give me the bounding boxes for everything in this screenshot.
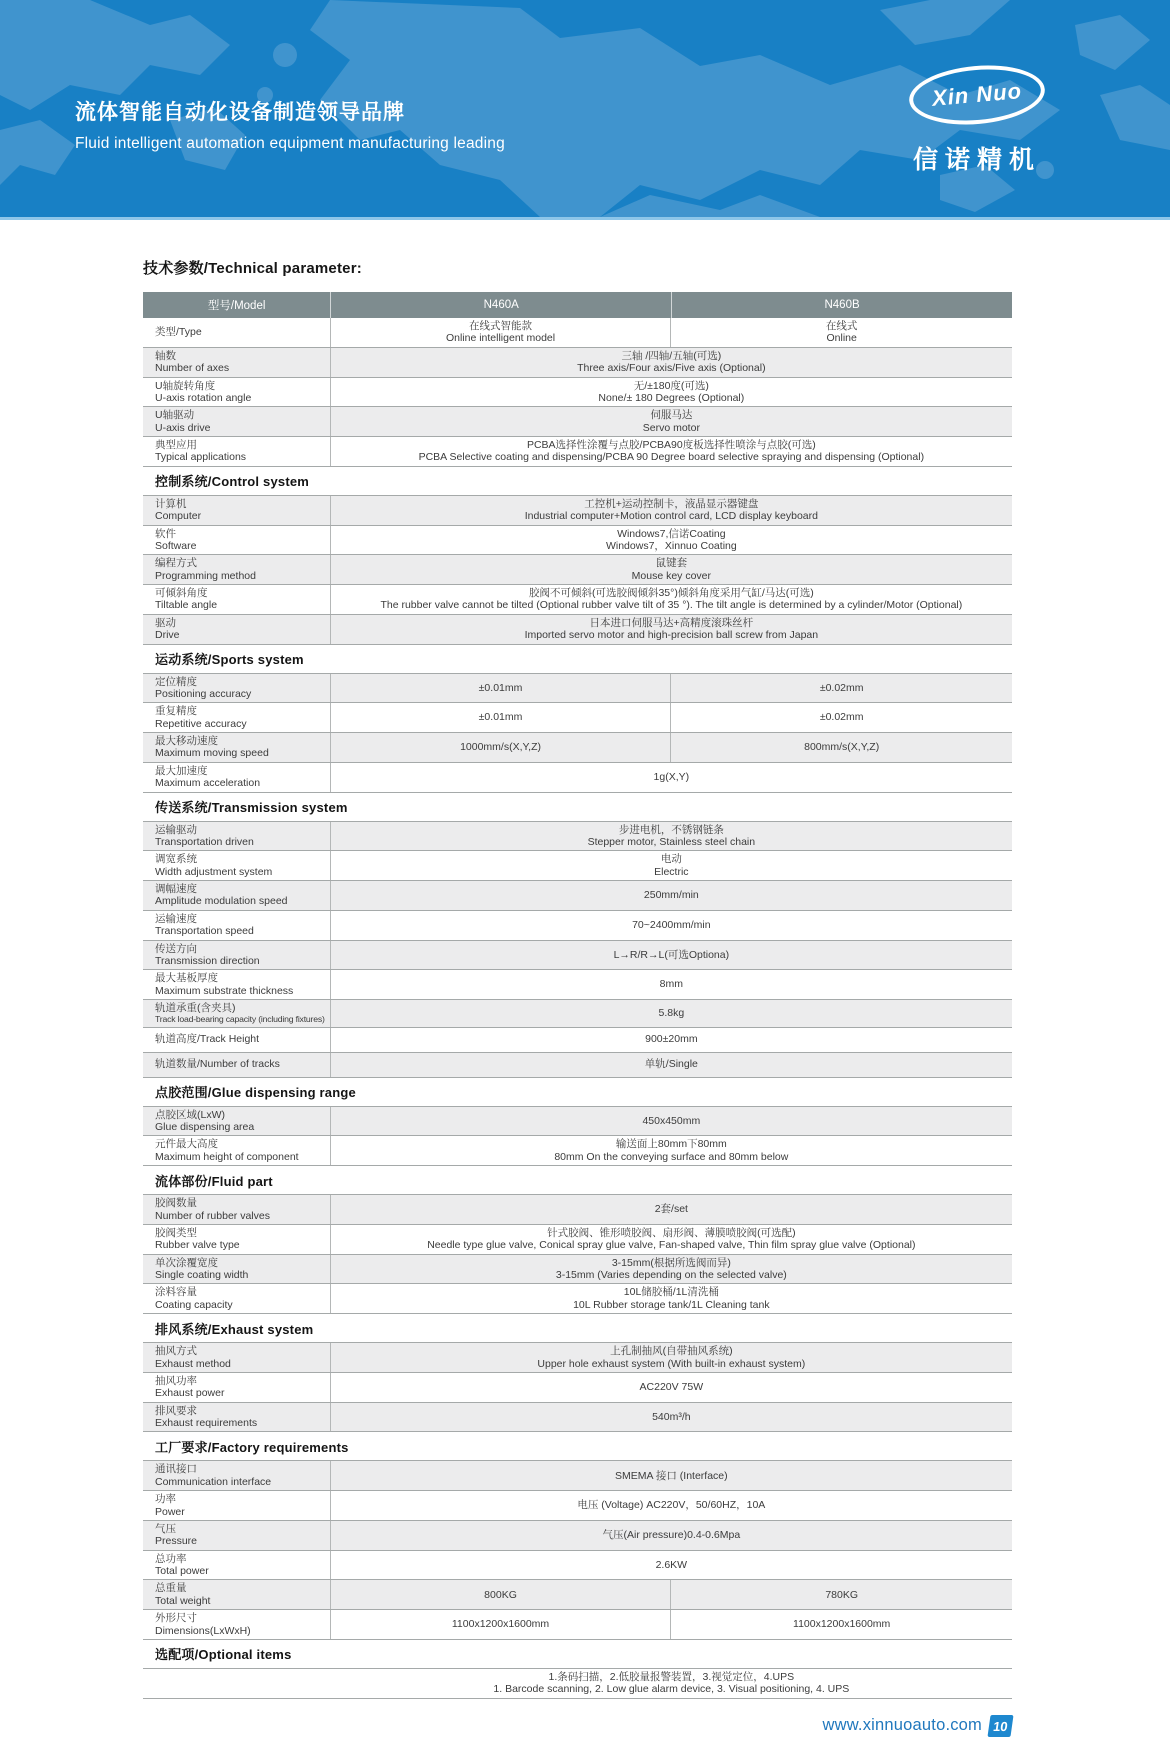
table-row [143, 1373, 1012, 1403]
param-label-line: 软件 [155, 527, 176, 540]
param-value-line: None/± 180 Degrees (Optional) [598, 391, 745, 404]
param-label-line: Tiltable angle [155, 599, 218, 612]
table-row [143, 555, 1012, 585]
param-value-n460a [331, 1610, 672, 1639]
param-value-n460b [671, 318, 1012, 347]
param-label [143, 851, 331, 880]
param-label-line: Repetitive accuracy [155, 717, 247, 730]
table-row [143, 437, 1012, 467]
table-row [143, 1610, 1012, 1640]
table-row [143, 1053, 1012, 1078]
param-label [143, 1195, 331, 1224]
param-label-line: 轨道数量/Number of tracks [155, 1058, 280, 1071]
param-value-line: 1.条码扫描，2.低胶量报警装置，3.视觉定位，4.UPS [548, 1670, 795, 1683]
param-label [143, 763, 331, 792]
param-label [143, 1669, 331, 1698]
table-row [143, 822, 1012, 852]
table-row [143, 526, 1012, 556]
banner-slogans [75, 96, 505, 153]
param-label-line: Transportation driven [155, 835, 254, 848]
param-value-line: 步进电机，不锈钢链条 [618, 823, 724, 836]
param-value-span [331, 941, 1012, 970]
param-label-line: Positioning accuracy [155, 687, 252, 700]
slogan-english: Fluid intelligent automation equipment manufacturing leading [75, 135, 505, 152]
param-label-line: 运输驱动 [155, 823, 197, 836]
param-label [143, 1521, 331, 1550]
header-model-label: 型号/Model [143, 292, 331, 318]
param-value-span [331, 555, 1012, 584]
param-value-span [331, 526, 1012, 555]
param-value-span [331, 1521, 1012, 1550]
param-label-line: U-axis rotation angle [155, 391, 252, 404]
param-label-line: 抽风功率 [155, 1374, 197, 1387]
header-model-a: N460A [331, 292, 672, 318]
param-label [143, 318, 331, 347]
param-value-line: 8mm [659, 978, 684, 991]
param-value-line: Online intelligent model [445, 332, 556, 345]
param-value-line: 上孔制抽风(自带抽风系统) [610, 1345, 733, 1358]
section-header: 控制系统/Control system [143, 467, 1012, 496]
param-value-span [331, 1195, 1012, 1224]
param-value-line: SMEMA 接口 (Interface) [615, 1469, 728, 1482]
param-value-span [331, 1053, 1012, 1077]
param-label [143, 1491, 331, 1520]
param-label-line: 计算机 [155, 497, 187, 510]
table-row [143, 851, 1012, 881]
param-value-line: ±0.02mm [819, 711, 864, 724]
param-value-line: 在线式 [825, 320, 858, 332]
param-value-line: 三轴 /四轴/五轴(可选) [621, 349, 722, 362]
param-value-line: 2套/set [654, 1203, 688, 1216]
param-value-line: Stepper motor, Stainless steel chain [587, 835, 756, 848]
param-label-line: Glue dispensing area [155, 1121, 255, 1134]
param-label-line: 轴数 [155, 349, 176, 362]
param-value-line: 无/±180度(可选) [633, 379, 709, 392]
param-label [143, 1403, 331, 1432]
param-label [143, 970, 331, 999]
param-value-span [331, 1136, 1012, 1165]
param-value-line: 10L储胶桶/1L清洗桶 [623, 1286, 719, 1299]
param-value-line: 1100x1200x1600mm [451, 1618, 550, 1631]
param-label-line: 调幅速度 [155, 883, 197, 895]
param-value-span [331, 1669, 1012, 1698]
param-label-line: Software [155, 539, 197, 552]
param-label-line: Pressure [155, 1535, 198, 1548]
param-value-line: 800mm/s(X,Y,Z) [804, 741, 880, 754]
table-row [143, 1255, 1012, 1285]
table-row [143, 941, 1012, 971]
param-value-line: 70~2400mm/min [632, 918, 711, 931]
param-label-line: Total power [155, 1565, 209, 1578]
table-row [143, 881, 1012, 911]
param-value-span [331, 1028, 1012, 1052]
brand-logo [892, 66, 1062, 176]
param-label-line: 最大移动速度 [155, 735, 218, 747]
param-value-n460b [671, 703, 1012, 732]
param-value-line: 540m³/h [652, 1410, 691, 1423]
param-label-line: Maximum substrate thickness [155, 984, 294, 997]
param-label-line: 胶阀数量 [155, 1197, 197, 1210]
param-label-line: 轨道承重(含夹具) [155, 1002, 236, 1014]
param-label [143, 407, 331, 436]
param-label-line: Transportation speed [155, 925, 254, 938]
param-label-line: 外形尺寸 [155, 1612, 197, 1625]
param-value-line: 80mm On the conveying surface and 80mm below [554, 1150, 789, 1163]
param-label-line: 气压 [155, 1522, 176, 1535]
param-value-line: ±0.01mm [478, 681, 523, 694]
param-label [143, 822, 331, 851]
param-value-line: 900±20mm [645, 1033, 698, 1046]
param-value-line: 鼠键套 [655, 557, 688, 570]
param-value-n460b [671, 1610, 1012, 1639]
param-value-span [331, 1255, 1012, 1284]
param-value-line: Windows7,信诺Coating [617, 527, 726, 540]
param-label-line: Dimensions(LxWxH) [155, 1624, 251, 1637]
technical-parameter-table [143, 292, 1012, 1699]
param-label-line: 最大加速度 [155, 764, 208, 777]
param-value-line: PCBA选择性涂覆与点胶/PCBA90度板选择性喷涂与点胶(可选) [526, 439, 816, 451]
param-label-line: 抽风方式 [155, 1345, 197, 1358]
param-label [143, 1580, 331, 1609]
param-label-line: 类型/Type [155, 326, 202, 339]
param-value-span [331, 1461, 1012, 1490]
param-value-span [331, 615, 1012, 644]
param-value-line: 10L Rubber storage tank/1L Cleaning tank [573, 1298, 770, 1311]
param-label-line: 总重量 [155, 1582, 187, 1595]
table-row [143, 1136, 1012, 1166]
param-label-line: 排风要求 [155, 1404, 197, 1417]
param-label-line: 运输速度 [155, 912, 197, 925]
param-value-span [331, 378, 1012, 407]
param-value-line: 1100x1200x1600mm [793, 1618, 891, 1631]
param-label [143, 437, 331, 466]
param-value-span [331, 851, 1012, 880]
param-value-line: Electric [654, 865, 689, 878]
param-value-span [331, 970, 1012, 999]
param-label-line: Exhaust method [155, 1357, 231, 1370]
table-row [143, 1669, 1012, 1699]
param-value-n460b [671, 1580, 1012, 1609]
param-label [143, 733, 331, 762]
param-label [143, 1551, 331, 1580]
table-row [143, 615, 1012, 645]
param-label-line: 单次涂覆宽度 [155, 1256, 218, 1269]
param-value-span [331, 1284, 1012, 1313]
param-value-line: Online [826, 332, 857, 345]
section-header: 传送系统/Transmission system [143, 793, 1012, 822]
param-value-span [331, 348, 1012, 377]
param-value-line: 工控机+运动控制卡，液晶显示器键盘 [584, 497, 759, 510]
table-row [143, 496, 1012, 526]
table-body [143, 318, 1012, 1699]
param-value-span [331, 881, 1012, 910]
param-value-span [331, 1551, 1012, 1580]
param-label-line: Maximum acceleration [155, 777, 261, 790]
param-value-span [331, 1403, 1012, 1432]
banner [0, 0, 1170, 220]
param-label-line: 最大基板厚度 [155, 972, 218, 985]
param-value-n460b [671, 674, 1012, 703]
param-value-span [331, 1491, 1012, 1520]
table-header-row [143, 292, 1012, 318]
param-value-line: Windows7，Xinnuo Coating [605, 539, 737, 552]
section-header: 流体部份/Fluid part [143, 1166, 1012, 1195]
param-label-line: 重复精度 [155, 705, 197, 718]
param-value-span [331, 911, 1012, 940]
table-row [143, 348, 1012, 378]
param-label [143, 703, 331, 732]
table-row [143, 1551, 1012, 1581]
param-label-line: Amplitude modulation speed [155, 895, 288, 908]
param-label-line: 典型应用 [155, 439, 197, 451]
param-label-line: 轨道高度/Track Height [155, 1033, 260, 1046]
param-label [143, 615, 331, 644]
param-label-line: 功率 [155, 1493, 176, 1506]
param-value-line: Servo motor [642, 421, 700, 434]
param-value-n460b [671, 733, 1012, 762]
param-label-line: Power [155, 1505, 185, 1518]
param-value-line: 伺服马达 [650, 409, 693, 422]
param-label-line: 点胶区域(LxW) [155, 1108, 225, 1121]
param-label-line: Total weight [155, 1594, 211, 1607]
param-label [143, 1255, 331, 1284]
param-label-line: Number of rubber valves [155, 1209, 270, 1222]
table-row [143, 703, 1012, 733]
param-value-span [331, 1107, 1012, 1136]
website-link[interactable]: www.xinnuoauto.com [822, 1716, 982, 1735]
param-value-line: 电动 [660, 853, 682, 866]
table-row [143, 1000, 1012, 1028]
param-value-line: 输送面上80mm下80mm [615, 1138, 727, 1151]
param-value-line: ±0.01mm [478, 711, 523, 724]
param-label-line: 通讯接口 [155, 1463, 197, 1476]
table-row [143, 1284, 1012, 1314]
param-value-span [331, 1000, 1012, 1027]
table-row [143, 585, 1012, 615]
param-value-n460a [331, 674, 672, 703]
section-header: 工厂要求/Factory requirements [143, 1432, 1012, 1461]
param-label [143, 1136, 331, 1165]
table-row [143, 1107, 1012, 1137]
param-label-line: Computer [155, 510, 202, 523]
param-label [143, 1000, 331, 1027]
param-label [143, 674, 331, 703]
slogan-chinese: 流体智能自动化设备制造领导品牌 [75, 101, 405, 124]
logo-text: Xin Nuo [930, 78, 1023, 111]
logo-chinese-name: 信诺精机 [912, 146, 1041, 174]
param-label-line: Drive [155, 629, 180, 642]
param-label-line: Number of axes [155, 362, 230, 375]
table-row [143, 1461, 1012, 1491]
param-value-span [331, 1373, 1012, 1402]
param-value-line: The rubber valve cannot be tilted (Optional rubber valve tilt of 35 °). The tilt angle is determined by a cylinder/Motor (Optional) [380, 599, 963, 612]
param-value-span [331, 496, 1012, 525]
param-label-line: U轴旋转角度 [155, 379, 216, 392]
param-label-line: U-axis drive [155, 421, 211, 434]
content-area [143, 257, 1012, 1699]
param-label-line: Maximum height of component [155, 1150, 299, 1163]
header-model-b: N460B [824, 299, 860, 311]
param-value-line: 5.8kg [658, 1007, 685, 1020]
page-footer [143, 1715, 1012, 1737]
param-value-line: 1g(X,Y) [653, 770, 690, 783]
param-label [143, 1343, 331, 1372]
param-value-line: 780KG [825, 1588, 859, 1601]
param-label-line: U轴驱动 [155, 409, 195, 422]
param-value-span [331, 437, 1012, 466]
param-value-n460a [331, 733, 672, 762]
param-label-line: Exhaust power [155, 1387, 225, 1400]
param-label [143, 881, 331, 910]
param-value-line: L→R/R→L(可选Optiona) [613, 948, 730, 961]
param-label-line: 编程方式 [155, 557, 197, 570]
table-row [143, 970, 1012, 1000]
param-value-line: 2.6KW [655, 1558, 688, 1571]
table-row [143, 674, 1012, 704]
param-label-line: Transmission direction [155, 954, 260, 967]
param-value-line: PCBA Selective coating and dispensing/PCBA 90 Degree board selective spraying and dispensing (Optional) [418, 451, 925, 464]
param-label-line: 胶阀类型 [155, 1226, 197, 1239]
param-value-line: 日本进口伺服马达+高精度滚珠丝杆 [589, 616, 754, 629]
table-row [143, 1343, 1012, 1373]
param-value-span [331, 822, 1012, 851]
param-label-line: 元件最大高度 [155, 1138, 218, 1151]
param-value-line: Upper hole exhaust system (With built-in exhaust system) [537, 1357, 806, 1370]
section-header: 选配项/Optional items [143, 1640, 1012, 1669]
param-value-line: 针式胶阀、锥形喷胶阀、扇形阀、薄膜喷胶阀(可选配) [547, 1226, 796, 1239]
param-label-line: 涂料容量 [155, 1286, 197, 1299]
param-value-line: 450x450mm [642, 1114, 701, 1127]
param-label-line: Width adjustment system [155, 865, 273, 878]
param-label-line: Maximum moving speed [155, 747, 269, 760]
param-label [143, 941, 331, 970]
section-header: 点胶范围/Glue dispensing range [143, 1078, 1012, 1107]
table-row [143, 1491, 1012, 1521]
param-label [143, 526, 331, 555]
param-value-line: 250mm/min [643, 889, 699, 902]
table-row [143, 1521, 1012, 1551]
param-value-span [331, 1343, 1012, 1372]
param-label [143, 1107, 331, 1136]
param-label-line: Programming method [155, 569, 256, 582]
param-label-line: Typical applications [155, 451, 247, 464]
table-row [143, 378, 1012, 408]
param-value-line: 3-15mm(根据所选阀而异) [611, 1256, 731, 1269]
param-label-line: 定位精度 [155, 675, 197, 688]
logo-ellipse [907, 60, 1048, 130]
param-value-line: AC220V 75W [639, 1381, 704, 1394]
param-value-line: 单轨/Single [644, 1058, 698, 1071]
param-label-line: Track load-bearing capacity (including fixtures) [155, 1014, 325, 1025]
param-label [143, 496, 331, 525]
param-label [143, 1610, 331, 1639]
section-header: 排风系统/Exhaust system [143, 1314, 1012, 1343]
param-value-line: 电压 (Voltage) AC220V，50/60HZ，10A [577, 1499, 766, 1512]
param-label-line: 传送方向 [155, 942, 197, 955]
param-label [143, 555, 331, 584]
param-label [143, 348, 331, 377]
param-label-line: Rubber valve type [155, 1239, 240, 1252]
table-row [143, 763, 1012, 793]
param-label [143, 1373, 331, 1402]
param-value-line: Imported servo motor and high-precision ball screw from Japan [524, 629, 819, 642]
param-label [143, 585, 331, 614]
param-label-line: 总功率 [155, 1552, 187, 1565]
table-row [143, 1028, 1012, 1053]
param-value-line: 800KG [484, 1588, 517, 1601]
param-value-line: ±0.02mm [819, 681, 864, 694]
table-row [143, 911, 1012, 941]
table-row [143, 1195, 1012, 1225]
param-value-line: 3-15mm (Varies depending on the selected valve) [555, 1269, 787, 1282]
param-value-line: Needle type glue valve, Conical spray glue valve, Fan-shaped valve, Thin film spray glue valve (Optional) [427, 1239, 916, 1252]
param-value-line: 1. Barcode scanning, 2. Low glue alarm device, 3. Visual positioning, 4. UPS [493, 1683, 850, 1696]
param-value-line: 气压(Air pressure)0.4-0.6Mpa [602, 1529, 741, 1542]
param-label [143, 1284, 331, 1313]
section-header: 运动系统/Sports system [143, 645, 1012, 674]
param-label-line: 可倾斜角度 [155, 587, 208, 599]
page-number-badge: 10 [987, 1715, 1013, 1737]
param-value-line: Three axis/Four axis/Five axis (Optional) [577, 362, 766, 375]
table-row [143, 733, 1012, 763]
param-value-span [331, 763, 1012, 792]
param-value-n460a [331, 1580, 672, 1609]
param-label-line: Communication interface [155, 1475, 272, 1488]
param-label-line: 调宽系统 [155, 853, 197, 866]
param-value-line: 胶阀不可倾斜(可选胶阀倾斜35°)倾斜角度采用气缸/马达(可选) [528, 587, 814, 599]
table-row [143, 407, 1012, 437]
param-label-line: Coating capacity [155, 1298, 233, 1311]
table-row [143, 1403, 1012, 1433]
param-value-line: Industrial computer+Motion control card, LCD display keyboard [524, 510, 818, 523]
param-value-span [331, 585, 1012, 614]
param-label-line: Exhaust requirements [155, 1417, 258, 1430]
param-label [143, 1225, 331, 1254]
param-label [143, 1053, 331, 1077]
param-value-span [331, 1225, 1012, 1254]
param-value-n460a [331, 318, 672, 347]
table-row [143, 318, 1012, 348]
table-row [143, 1580, 1012, 1610]
param-label-line: 驱动 [155, 616, 176, 629]
param-value-n460a [331, 703, 672, 732]
param-value-line: 在线式智能款 [469, 320, 533, 332]
param-label [143, 378, 331, 407]
param-label [143, 1028, 331, 1052]
param-label [143, 1461, 331, 1490]
param-value-span [331, 407, 1012, 436]
table-row [143, 1225, 1012, 1255]
param-value-line: Mouse key cover [631, 569, 712, 582]
param-value-line: 1000mm/s(X,Y,Z) [460, 741, 541, 754]
page-title: 技术参数/Technical parameter: [143, 260, 362, 277]
param-label-line: Single coating width [155, 1269, 249, 1282]
param-label [143, 911, 331, 940]
